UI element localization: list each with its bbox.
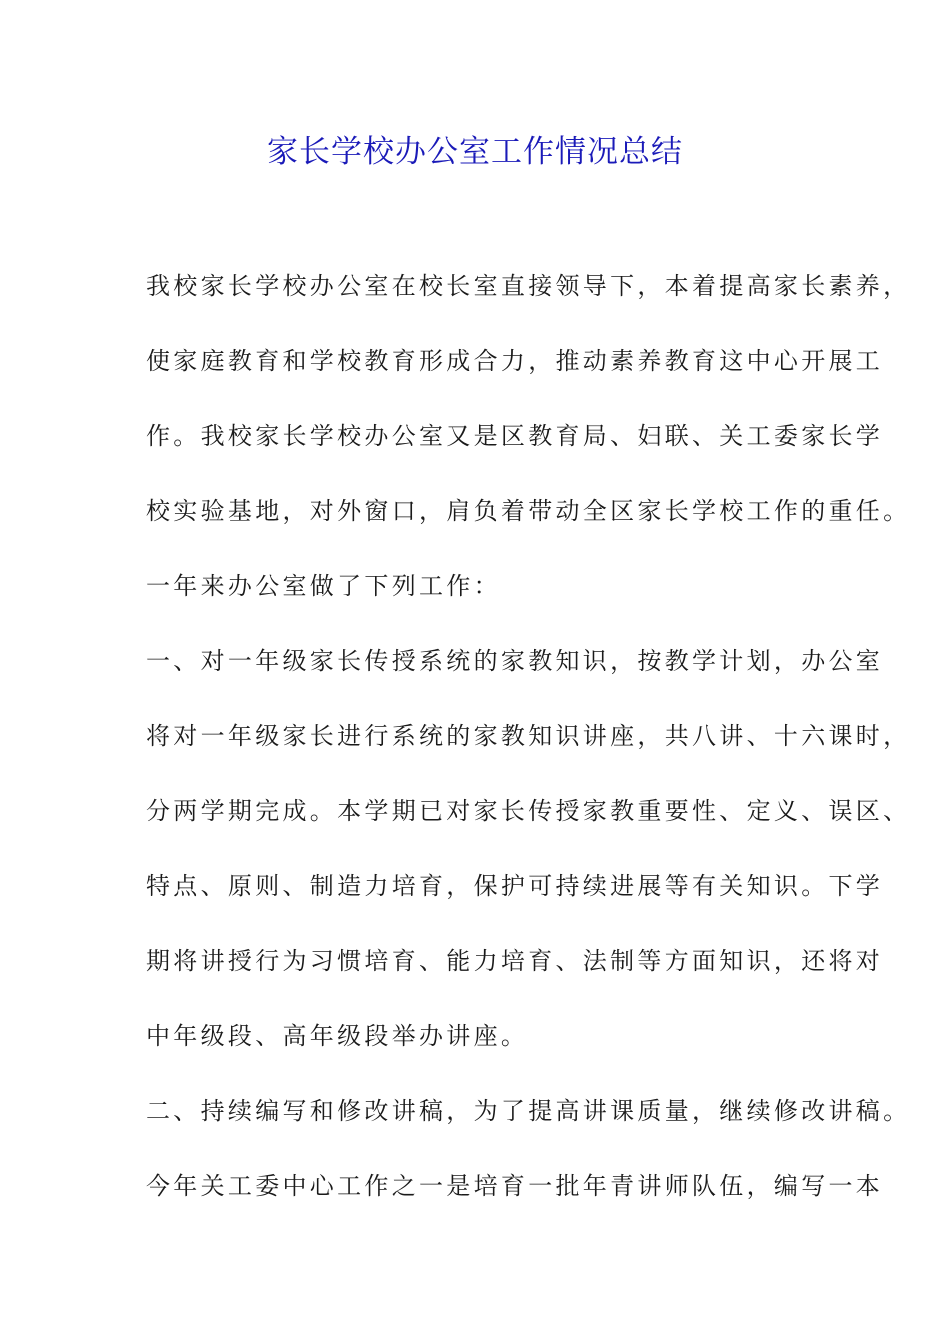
body-line: 二、持续编写和修改讲稿，为了提高讲课质量，继续修改讲稿。 bbox=[146, 1097, 911, 1125]
document-body bbox=[146, 262, 911, 1237]
body-line: 分两学期完成。本学期已对家长传授家教重要性、定义、误区、 bbox=[146, 797, 911, 825]
body-line: 今年关工委中心工作之一是培育一批年青讲师队伍，编写一本 bbox=[146, 1172, 884, 1200]
body-line: 期将讲授行为习惯培育、能力培育、法制等方面知识，还将对 bbox=[146, 947, 884, 975]
body-line: 中年级段、高年级段举办讲座。 bbox=[146, 1022, 529, 1050]
body-line: 我校家长学校办公室在校长室直接领导下，本着提高家长素养， bbox=[146, 272, 911, 300]
body-line: 一、对一年级家长传授系统的家教知识，按教学计划，办公室 bbox=[146, 647, 884, 675]
body-line: 将对一年级家长进行系统的家教知识讲座，共八讲、十六课时， bbox=[146, 722, 911, 750]
document-title: 家长学校办公室工作情况总结 bbox=[267, 134, 683, 170]
body-line: 特点、原则、制造力培育，保护可持续进展等有关知识。下学 bbox=[146, 872, 884, 900]
body-line: 使家庭教育和学校教育形成合力，推动素养教育这中心开展工 bbox=[146, 347, 884, 375]
body-line: 一年来办公室做了下列工作： bbox=[146, 572, 501, 600]
body-line: 校实验基地，对外窗口，肩负着带动全区家长学校工作的重任。 bbox=[146, 497, 911, 525]
body-line: 作。我校家长学校办公室又是区教育局、妇联、关工委家长学 bbox=[146, 422, 884, 450]
